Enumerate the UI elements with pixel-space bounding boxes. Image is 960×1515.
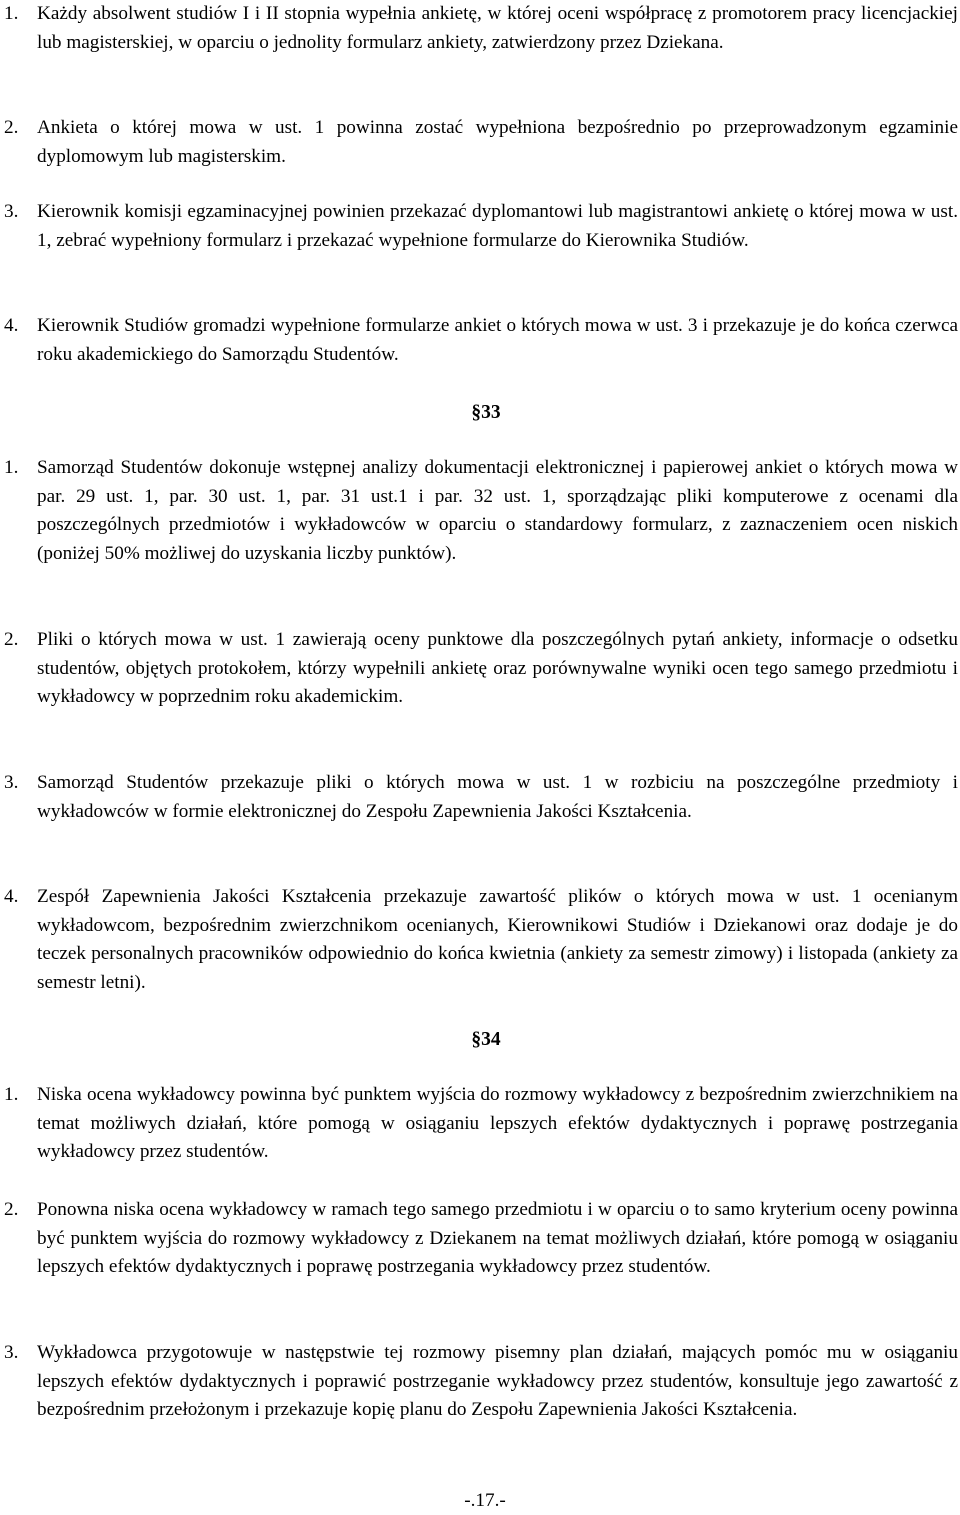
paragraph-number: 3. xyxy=(4,201,19,222)
paragraph-number: 3. xyxy=(4,1342,19,1363)
paragraph-text: Samorząd Studentów przekazuje pliki o których mowa w ust. 1 w rozbiciu na poszczególne przedmioty i wykładowców w formie elektronicznej do Zespołu Zapewnienia Jakości Kształcenia. xyxy=(37,772,958,822)
paragraph-4 xyxy=(0,883,958,998)
paragraph-text: Ankieta o której mowa w ust. 1 powinna zostać wypełniona bezpośrednio po przeprowadzonym egzaminie dyplomowym lub magisterskim. xyxy=(37,117,958,167)
paragraph-1 xyxy=(0,1081,958,1167)
paragraph-2 xyxy=(0,626,958,712)
paragraph-3 xyxy=(0,769,958,826)
paragraph-4 xyxy=(0,312,958,369)
paragraph-text: Wykładowca przygotowuje w następstwie tej rozmowy pisemny plan działań, mających pomóc mu w osiąganiu lepszych efektów dydaktycznych i poprawić postrzeganie wykładowcy przez studentów, konsultuje jego zawartość z bezpośrednim przełożonym i przekazuje kopię planu do Zespołu Zapewnienia Jakości Kształcenia. xyxy=(37,1342,958,1421)
paragraph-number: 2. xyxy=(4,1199,19,1220)
paragraph-text: Zespół Zapewnienia Jakości Kształcenia przekazuje zawartość plików o których mowa w ust. 1 ocenianym wykładowcom, bezpośrednim zwierzchnikom ocenianych, Kierownikowi Studiów i Dziekanowi oraz dodaje je do teczek personalnych pracowników odpowiednio do końca kwietnia (ankiety za semestr zimowy) i listopada (ankiety za semestr letni). xyxy=(37,886,958,994)
paragraph-text: Kierownik Studiów gromadzi wypełnione formularze ankiet o których mowa w ust. 3 i przekazuje je do końca czerwca roku akademickiego do Samorządu Studentów. xyxy=(37,315,958,365)
paragraph-3 xyxy=(0,198,958,255)
section-heading-34: §34 xyxy=(471,1029,501,1050)
paragraph-2 xyxy=(0,114,958,171)
paragraph-number: 2. xyxy=(4,117,19,138)
paragraph-number: 4. xyxy=(4,315,19,336)
paragraph-number: 1. xyxy=(4,3,19,24)
paragraph-text: Niska ocena wykładowcy powinna być punktem wyjścia do rozmowy wykładowcy z bezpośrednim zwierzchnikiem na temat możliwych działań, które pomogą w osiąganiu lepszych efektów dydaktycznych i poprawę postrzegania wykładowcy przez studentów. xyxy=(37,1084,958,1163)
paragraph-2 xyxy=(0,1196,958,1282)
paragraph-1 xyxy=(0,454,958,569)
paragraph-text: Ponowna niska ocena wykładowcy w ramach tego samego przedmiotu i w oparciu o to samo kryterium oceny powinna być punktem wyjścia do rozmowy wykładowcy z Dziekanem na temat możliwych działań, które pomogą w osiąganiu lepszych efektów dydaktycznych i poprawę postrzegania wykładowcy przez studentów. xyxy=(37,1199,958,1278)
paragraph-text: Pliki o których mowa w ust. 1 zawierają oceny punktowe dla poszczególnych pytań ankiety, informacje o odsetku studentów, objętych protokołem, którzy wypełnili ankietę oraz porównywalne wyniki ocen tego samego przedmiotu i wykładowcy w poprzednim roku akademickim. xyxy=(37,629,958,708)
section-heading-33: §33 xyxy=(471,402,501,423)
paragraph-3 xyxy=(0,1339,958,1425)
paragraph-text: Samorząd Studentów dokonuje wstępnej analizy dokumentacji elektronicznej i papierowej ankiet o których mowa w par. 29 ust. 1, par. 30 ust. 1, par. 31 ust.1 i par. 32 ust. 1, sporządzając pliki komputerowe z ocenami dla poszczególnych przedmiotów i wykładowców w oparciu o standardowy formularz, z zaznaczeniem ocen niskich (poniżej 50% możliwej do uzyskania liczby punktów). xyxy=(37,457,958,565)
paragraph-number: 4. xyxy=(4,886,19,907)
paragraph-number: 1. xyxy=(4,1084,19,1105)
paragraph-text: Każdy absolwent studiów I i II stopnia wypełnia ankietę, w której oceni współpracę z promotorem pracy licencjackiej lub magisterskiej, w oparciu o jednolity formularz ankiety, zatwierdzony przez Dziekana. xyxy=(37,3,958,53)
paragraph-1 xyxy=(0,0,958,57)
paragraph-number: 3. xyxy=(4,772,19,793)
paragraph-number: 1. xyxy=(4,457,19,478)
paragraph-number: 2. xyxy=(4,629,19,650)
page-number: -.17.- xyxy=(464,1490,506,1511)
paragraph-text: Kierownik komisji egzaminacyjnej powinien przekazać dyplomantowi lub magistrantowi ankietę o której mowa w ust. 1, zebrać wypełniony formularz i przekazać wypełnione formularze do Kierownika Studiów. xyxy=(37,201,958,251)
